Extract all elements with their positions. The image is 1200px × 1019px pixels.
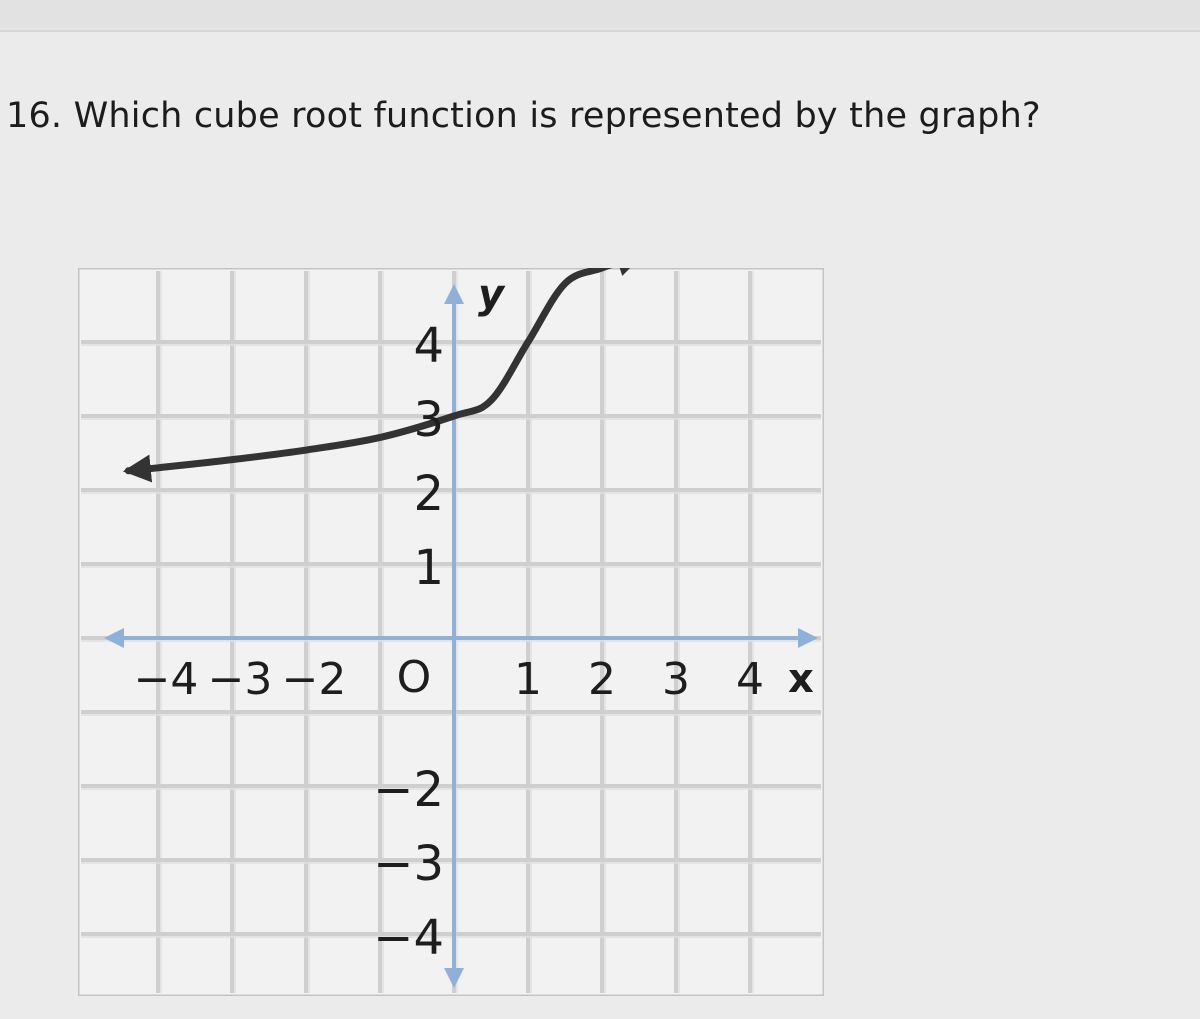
y-tick-label: −3 — [373, 836, 444, 892]
x-tick-label: −3 — [207, 654, 273, 705]
origin-label: O — [396, 652, 432, 703]
y-tick-label: 4 — [413, 318, 444, 374]
x-tick-label: −2 — [281, 654, 347, 705]
coordinate-graph — [78, 268, 824, 996]
graph-frame — [78, 268, 824, 996]
x-tick-label: 1 — [514, 654, 542, 705]
x-tick-label: 2 — [588, 654, 616, 705]
y-tick-label: 1 — [413, 540, 444, 596]
y-tick-label: 3 — [413, 392, 444, 448]
x-tick-label: −4 — [133, 654, 199, 705]
question-text: 16. Which cube root function is represented by the graph? — [6, 96, 1041, 136]
y-tick-label: −2 — [373, 762, 444, 818]
x-axis-label: x — [788, 656, 814, 702]
y-axis-label: y — [478, 272, 505, 318]
graph-svg — [78, 268, 824, 996]
x-tick-label: 4 — [736, 654, 764, 705]
x-tick-label: 3 — [662, 654, 690, 705]
top-border-strip — [0, 0, 1200, 32]
y-tick-label: 2 — [413, 466, 444, 522]
y-tick-label: −4 — [373, 910, 444, 966]
